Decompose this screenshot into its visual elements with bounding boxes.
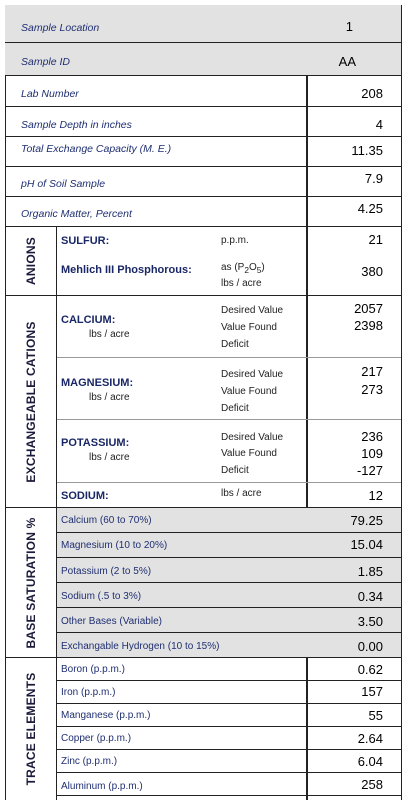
base-saturation-header (5, 508, 57, 658)
bs-row-calcium (57, 508, 401, 533)
bs-row-magnesium (57, 533, 401, 558)
row-lab-number (5, 76, 401, 107)
bs-sodium-label: Sodium (.5 to 3%) (61, 591, 142, 602)
trace-row-manganese (57, 704, 401, 727)
potassium-deficit-label: Deficit (221, 465, 249, 476)
row-organic-matter (5, 197, 401, 227)
phosphorous-unit-formula: as $(P_2O_5)$ (221, 262, 265, 275)
bs-row-other-bases (57, 608, 401, 633)
right-column-divider (401, 5, 402, 800)
magnesium-desired-label: Desired Value (221, 369, 284, 380)
potassium-deficit-value: -127 (356, 463, 383, 478)
trace-row-zinc (57, 750, 401, 773)
phosphorous-unit-lbs: lbs / acre (221, 278, 262, 289)
calcium-found-value: 2398 (354, 318, 383, 333)
trace-zinc-value: 6.04 (357, 754, 383, 769)
trace-manganese-label: Manganese (p.p.m.) (61, 710, 151, 721)
sodium-value: 12 (368, 488, 383, 503)
row-calcium (57, 296, 401, 358)
bs-potassium-label: Potassium (2 to 5%) (61, 566, 152, 577)
calcium-lbs: lbs / acre (89, 329, 130, 340)
sample-id-value: AA (338, 54, 356, 69)
bs-other-bases-value: 3.50 (357, 614, 383, 629)
magnesium-deficit-label: Deficit (221, 403, 249, 414)
cations-title: EXCHANGEABLE CATIONS (23, 320, 38, 483)
anions-title: ANIONS (23, 237, 38, 285)
trace-copper-value: 2.64 (357, 731, 383, 746)
bs-other-bases-label: Other Bases (Variable) (61, 616, 162, 627)
trace-iron-value: 157 (361, 684, 383, 699)
potassium-lbs: lbs / acre (89, 452, 130, 463)
row-exchange-capacity (5, 137, 401, 167)
organic-matter-value: 4.25 (357, 201, 383, 216)
bs-hydrogen-label: Exchangable Hydrogen (10 to 15%) (61, 641, 220, 652)
trace-aluminum-value: 258 (361, 777, 383, 792)
sample-depth-value: 4 (375, 117, 383, 132)
sulfur-unit: p.p.m. (221, 235, 249, 246)
bs-row-hydrogen (57, 633, 401, 658)
lab-number-label: Lab Number (21, 88, 79, 100)
row-sample-depth (5, 107, 401, 137)
bs-sodium-value: 0.34 (357, 589, 383, 604)
bs-calcium-value: 79.25 (350, 513, 383, 528)
potassium-found-value: 109 (361, 446, 383, 461)
magnesium-desired-value: 217 (361, 364, 383, 379)
bs-potassium-value: 1.85 (357, 564, 383, 579)
trace-boron-value: 0.62 (357, 662, 383, 677)
sample-id-label: Sample ID (21, 56, 71, 68)
trace-row-boron (57, 658, 401, 681)
magnesium-found-label: Value Found (221, 386, 277, 397)
organic-matter-label: Organic Matter, Percent (21, 208, 132, 220)
magnesium-lbs: lbs / acre (89, 392, 130, 403)
bs-hydrogen-value: 0.00 (357, 639, 383, 654)
sodium-label: SODIUM: (61, 490, 109, 502)
exchange-capacity-label: Total Exchange Capacity (M. E.) (21, 143, 172, 155)
bs-calcium-label: Calcium (60 to 70%) (61, 515, 152, 526)
trace-row-copper (57, 727, 401, 750)
trace-row-aluminum (57, 773, 401, 796)
row-sodium (57, 483, 401, 508)
magnesium-label: MAGNESIUM: (61, 377, 134, 389)
bs-magnesium-label: Magnesium (10 to 20%) (61, 540, 168, 551)
base-saturation-title: BASE SATURATION % (23, 517, 38, 648)
trace-elements-header (5, 658, 57, 800)
bs-row-sodium (57, 583, 401, 608)
trace-iron-label: Iron (p.p.m.) (61, 687, 116, 698)
row-sulfur (57, 227, 401, 252)
sample-location-value: 1 (345, 19, 353, 34)
trace-row-iron (57, 681, 401, 704)
sample-location-label: Sample Location (21, 22, 100, 34)
bs-row-potassium (57, 558, 401, 583)
potassium-label: POTASSIUM: (61, 437, 130, 449)
row-phosphorous (57, 252, 401, 296)
row-magnesium (57, 358, 401, 420)
phosphorous-value: 380 (361, 264, 383, 279)
potassium-desired-value: 236 (361, 429, 383, 444)
sodium-unit: lbs / acre (221, 488, 262, 499)
row-sample-id (5, 43, 401, 76)
sulfur-label: SULFUR: (61, 235, 110, 247)
magnesium-found-value: 273 (361, 382, 383, 397)
row-sample-location (5, 5, 401, 43)
trace-copper-label: Copper (p.p.m.) (61, 733, 132, 744)
calcium-desired-label: Desired Value (221, 305, 284, 316)
row-potassium (57, 420, 401, 483)
potassium-desired-label: Desired Value (221, 432, 284, 443)
bs-magnesium-value: 15.04 (350, 537, 383, 552)
exchange-capacity-value: 11.35 (351, 143, 383, 158)
potassium-found-label: Value Found (221, 448, 277, 459)
phosphorous-label: Mehlich III Phosphorous: (61, 264, 192, 276)
cations-header (5, 296, 57, 508)
calcium-desired-value: 2057 (354, 301, 383, 316)
calcium-found-label: Value Found (221, 322, 277, 333)
trace-manganese-value: 55 (368, 708, 383, 723)
trace-boron-label: Boron (p.p.m.) (61, 664, 125, 675)
lab-number-value: 208 (361, 86, 383, 101)
ph-label: pH of Soil Sample (21, 178, 106, 190)
calcium-label: CALCIUM: (61, 314, 116, 326)
row-ph (5, 167, 401, 197)
ph-value: 7.9 (364, 171, 383, 186)
calcium-deficit-label: Deficit (221, 339, 249, 350)
sulfur-value: 21 (368, 232, 383, 247)
trace-aluminum-label: Aluminum (p.p.m.) (61, 781, 143, 792)
trace-elements-title: TRACE ELEMENTS (23, 672, 38, 786)
anions-header (5, 227, 57, 296)
trace-zinc-label: Zinc (p.p.m.) (61, 756, 118, 767)
sample-depth-label: Sample Depth in inches (21, 119, 132, 131)
